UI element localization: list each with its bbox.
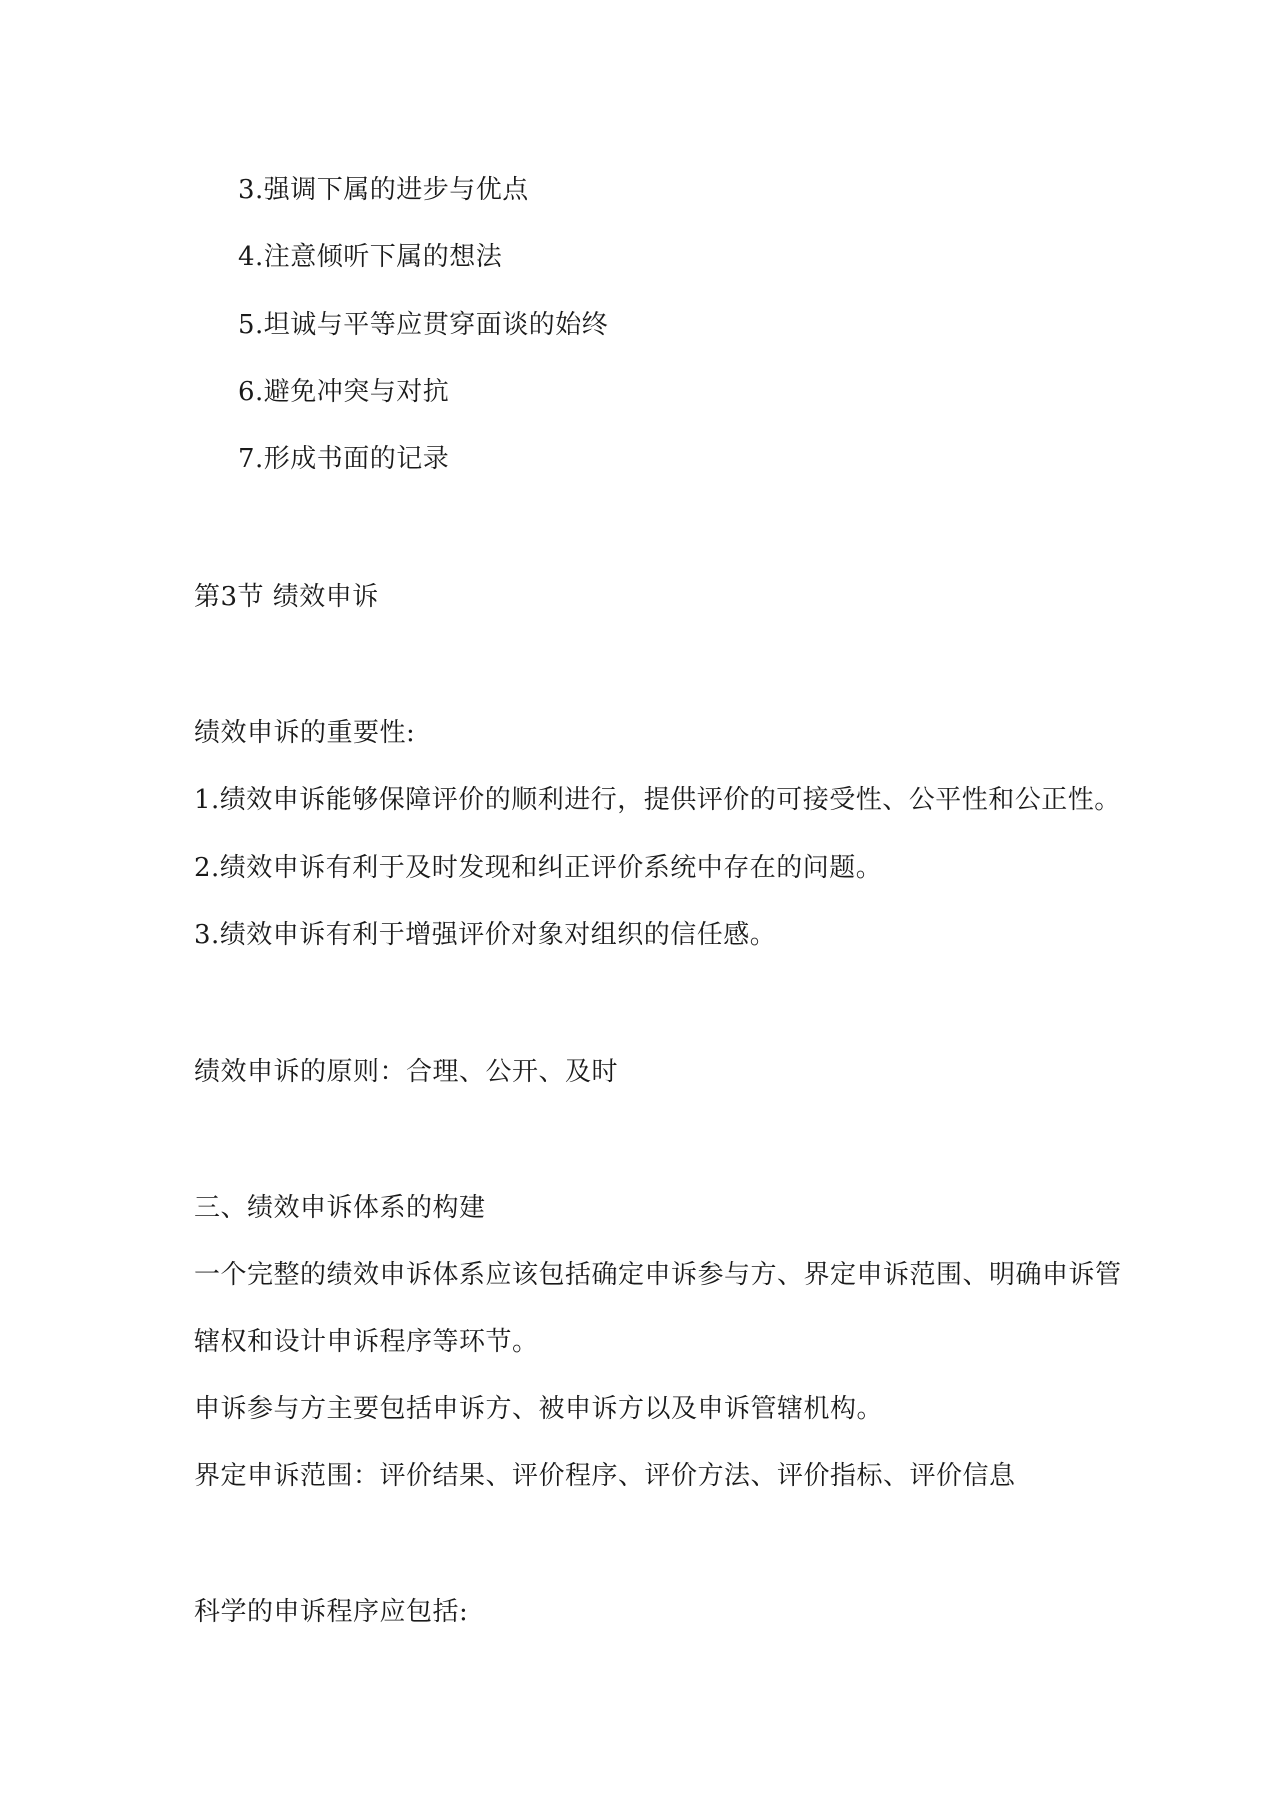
scope-line: 界定申诉范围：评价结果、评价程序、评价方法、评价指标、评价信息 (194, 1461, 1016, 1491)
list-item: 6.避免冲突与对抗 (238, 377, 450, 407)
section-heading: 第3节 绩效申诉 (194, 582, 379, 612)
list-item: 5.坦诚与平等应贯穿面谈的始终 (238, 310, 609, 340)
system-paragraph: 辖权和设计申诉程序等环节。 (194, 1327, 539, 1357)
system-paragraph: 一个完整的绩效申诉体系应该包括确定申诉参与方、界定申诉范围、明确申诉管 (194, 1260, 1122, 1290)
list-item: 4.注意倾听下属的想法 (238, 242, 503, 272)
importance-point: 1.绩效申诉能够保障评价的顺利进行，提供评价的可接受性、公平性和公正性。 (194, 785, 1121, 815)
list-item: 3.强调下属的进步与优点 (238, 175, 529, 205)
importance-point: 2.绩效申诉有利于及时发现和纠正评价系统中存在的问题。 (194, 853, 883, 883)
procedure-heading: 科学的申诉程序应包括: (194, 1597, 469, 1627)
participants-line: 申诉参与方主要包括申诉方、被申诉方以及申诉管辖机构。 (194, 1394, 884, 1424)
system-heading: 三、绩效申诉体系的构建 (194, 1193, 486, 1223)
principles-line: 绩效申诉的原则：合理、公开、及时 (194, 1057, 619, 1087)
list-item: 7.形成书面的记录 (238, 444, 450, 474)
importance-point: 3.绩效申诉有利于增强评价对象对组织的信任感。 (194, 920, 777, 950)
importance-heading: 绩效申诉的重要性: (194, 718, 416, 748)
